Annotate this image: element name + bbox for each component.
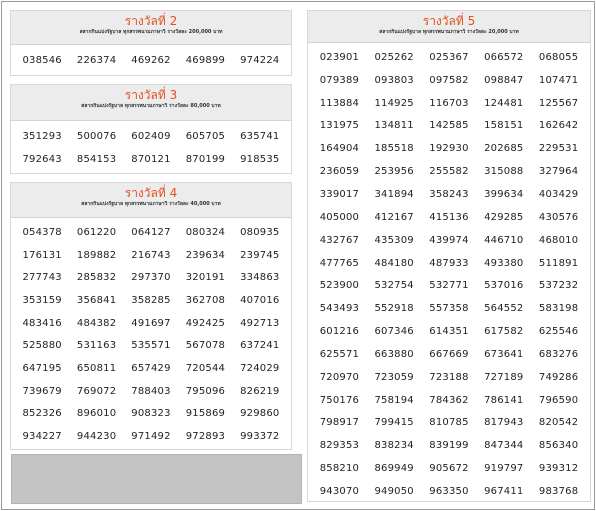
lottery-number: 784362 bbox=[429, 394, 469, 406]
lottery-number: 176131 bbox=[22, 249, 62, 261]
lottery-number: 025367 bbox=[429, 51, 469, 63]
lottery-number: 974224 bbox=[240, 54, 280, 66]
lottery-number: 446710 bbox=[484, 234, 524, 246]
lottery-number: 788403 bbox=[131, 385, 171, 397]
lottery-number: 239745 bbox=[240, 249, 280, 261]
lottery-number: 415136 bbox=[429, 211, 469, 223]
lottery-number: 852326 bbox=[22, 408, 62, 420]
prize-4-title: รางวัลที่ 4 bbox=[124, 186, 178, 200]
lottery-number: 799415 bbox=[374, 417, 414, 429]
prize-3-subtitle: สลากกินแบ่งรัฐบาล ทุกสรรพนามภาษาวิ รางวัลละ 80,000 บาท bbox=[81, 103, 221, 109]
lottery-number: 918535 bbox=[240, 154, 280, 165]
lottery-number: 432767 bbox=[319, 234, 360, 246]
lottery-number: 602409 bbox=[131, 131, 171, 142]
lottery-number: 683276 bbox=[538, 348, 579, 360]
lottery-number: 492425 bbox=[185, 317, 226, 329]
lottery-number: 500076 bbox=[76, 131, 117, 142]
prize-5-subtitle: สลากกินแบ่งรัฐบาล ทุกสรรพนามภาษาวิ รางวัลละ 20,000 บาท bbox=[379, 29, 519, 35]
lottery-number: 064127 bbox=[131, 226, 171, 238]
lottery-number: 468010 bbox=[538, 234, 579, 246]
lottery-number: 493380 bbox=[484, 257, 524, 269]
lottery-number: 723188 bbox=[429, 371, 469, 383]
lottery-number: 216743 bbox=[131, 249, 171, 261]
lottery-number: 492713 bbox=[240, 317, 280, 329]
lottery-number: 525880 bbox=[22, 340, 62, 352]
lottery-number: 113884 bbox=[319, 97, 360, 109]
lottery-number: 439974 bbox=[429, 234, 469, 246]
lottery-number: 098847 bbox=[484, 74, 524, 86]
lottery-number: 796590 bbox=[538, 394, 579, 406]
lottery-number: 605705 bbox=[185, 131, 226, 142]
lottery-number: 905672 bbox=[429, 463, 469, 475]
lottery-number: 025262 bbox=[374, 51, 414, 63]
lottery-number: 356841 bbox=[76, 294, 117, 306]
lottery-number: 253956 bbox=[374, 166, 414, 178]
lottery-number: 993372 bbox=[240, 431, 280, 443]
lottery-number: 116703 bbox=[429, 97, 469, 109]
lottery-number: 607346 bbox=[374, 326, 414, 338]
lottery-number: 285832 bbox=[76, 272, 117, 284]
lottery-number: 908323 bbox=[131, 408, 171, 420]
lottery-number: 236059 bbox=[319, 166, 360, 178]
lottery-number: 068055 bbox=[538, 51, 579, 63]
prize-3-panel bbox=[10, 84, 292, 174]
lottery-number: 567078 bbox=[185, 340, 226, 352]
lottery-number: 944230 bbox=[76, 431, 117, 443]
results-frame bbox=[1, 1, 595, 510]
lottery-number: 720970 bbox=[319, 371, 360, 383]
lottery-number: 535571 bbox=[131, 340, 171, 352]
lottery-number: 829353 bbox=[319, 440, 360, 452]
lottery-number: 358243 bbox=[429, 188, 469, 200]
lottery-number: 229531 bbox=[538, 143, 579, 155]
lottery-number: 484180 bbox=[374, 257, 414, 269]
lottery-number: 403429 bbox=[538, 188, 579, 200]
lottery-number: 255582 bbox=[429, 166, 469, 178]
lottery-number: 557358 bbox=[429, 303, 469, 315]
lottery-number: 810785 bbox=[429, 417, 469, 429]
lottery-number: 847344 bbox=[484, 440, 524, 452]
lottery-number: 839199 bbox=[429, 440, 469, 452]
lottery-number: 487933 bbox=[429, 257, 469, 269]
lottery-number: 614351 bbox=[429, 326, 469, 338]
lottery-number: 786141 bbox=[484, 394, 524, 406]
lottery-number: 635741 bbox=[240, 131, 280, 142]
lottery-number: 625571 bbox=[319, 348, 360, 360]
lottery-number: 327964 bbox=[538, 166, 579, 178]
prize-2-panel bbox=[10, 10, 292, 76]
lottery-number: 601216 bbox=[319, 326, 360, 338]
lottery-number: 939312 bbox=[538, 463, 579, 475]
lottery-number: 362708 bbox=[185, 294, 226, 306]
lottery-number: 429285 bbox=[484, 211, 524, 223]
prize-2-header bbox=[11, 11, 291, 45]
lottery-number: 315088 bbox=[484, 166, 524, 178]
lottery-number: 949050 bbox=[374, 485, 414, 497]
lottery-number: 919797 bbox=[484, 463, 524, 475]
lottery-number: 663880 bbox=[374, 348, 414, 360]
lottery-number: 552918 bbox=[374, 303, 414, 315]
lottery-number: 896010 bbox=[76, 408, 117, 420]
prize-4-subtitle: สลากกินแบ่งรัฐบาล ทุกสรรพนามภาษาวิ รางวัลละ 40,000 บาท bbox=[81, 201, 221, 207]
lottery-number: 531163 bbox=[76, 340, 117, 352]
lottery-number: 617582 bbox=[484, 326, 524, 338]
lottery-number: 185518 bbox=[374, 143, 414, 155]
lottery-number: 405000 bbox=[319, 211, 360, 223]
prize-3-numbers bbox=[11, 121, 291, 171]
prize-4-numbers bbox=[11, 218, 291, 448]
prize-2-subtitle: สลากกินแบ่งรัฐบาล ทุกสรรพนามภาษาวิ รางวัลละ 200,000 บาท bbox=[79, 29, 223, 35]
lottery-number: 511891 bbox=[538, 257, 579, 269]
lottery-number: 724029 bbox=[240, 362, 280, 374]
lottery-number: 625546 bbox=[538, 326, 579, 338]
lottery-number: 358285 bbox=[131, 294, 171, 306]
prize-3-header bbox=[11, 85, 291, 121]
lottery-number: 858210 bbox=[319, 463, 360, 475]
lottery-number: 192930 bbox=[429, 143, 469, 155]
lottery-number: 430576 bbox=[538, 211, 579, 223]
lottery-number: 226374 bbox=[76, 54, 117, 66]
lottery-number: 870121 bbox=[131, 154, 171, 165]
lottery-number: 484382 bbox=[76, 317, 117, 329]
lottery-number: 749286 bbox=[538, 371, 579, 383]
lottery-number: 826219 bbox=[240, 385, 280, 397]
lottery-number: 334863 bbox=[240, 272, 280, 284]
lottery-number: 667669 bbox=[429, 348, 469, 360]
lottery-number: 114925 bbox=[374, 97, 414, 109]
lottery-number: 854153 bbox=[76, 154, 117, 165]
lottery-number: 750176 bbox=[319, 394, 360, 406]
lottery-number: 934227 bbox=[22, 431, 62, 443]
lottery-number: 339017 bbox=[319, 188, 360, 200]
lottery-number: 054378 bbox=[22, 226, 62, 238]
lottery-number: 189882 bbox=[76, 249, 117, 261]
lottery-number: 967411 bbox=[484, 485, 524, 497]
prize-3-title: รางวัลที่ 3 bbox=[124, 88, 178, 102]
lottery-number: 341894 bbox=[374, 188, 414, 200]
lottery-number: 407016 bbox=[240, 294, 280, 306]
lottery-number: 435309 bbox=[374, 234, 414, 246]
lottery-number: 158151 bbox=[484, 120, 524, 132]
lottery-number: 483416 bbox=[22, 317, 62, 329]
lottery-number: 637241 bbox=[240, 340, 280, 352]
lottery-number: 277743 bbox=[22, 272, 62, 284]
prize-2-title: รางวัลที่ 2 bbox=[124, 14, 178, 28]
lottery-number: 856340 bbox=[538, 440, 579, 452]
lottery-number: 093803 bbox=[374, 74, 414, 86]
lottery-number: 537232 bbox=[538, 280, 579, 292]
lottery-number: 963350 bbox=[429, 485, 469, 497]
lottery-number: 870199 bbox=[185, 154, 226, 165]
lottery-number: 723059 bbox=[374, 371, 414, 383]
lottery-number: 929860 bbox=[240, 408, 280, 420]
lottery-number: 164904 bbox=[319, 143, 360, 155]
prize-4-header bbox=[11, 183, 291, 218]
lottery-number: 971492 bbox=[131, 431, 171, 443]
prize-5-panel bbox=[307, 10, 591, 502]
lottery-number: 537016 bbox=[484, 280, 524, 292]
lottery-number: 758194 bbox=[374, 394, 414, 406]
lottery-number: 469262 bbox=[131, 54, 171, 66]
lottery-number: 353159 bbox=[22, 294, 62, 306]
lottery-number: 066572 bbox=[484, 51, 524, 63]
lottery-number: 727189 bbox=[484, 371, 524, 383]
lottery-number: 817943 bbox=[484, 417, 524, 429]
lottery-number: 798917 bbox=[319, 417, 360, 429]
empty-placeholder-block bbox=[11, 454, 302, 504]
lottery-number: 399634 bbox=[484, 188, 524, 200]
lottery-number: 097582 bbox=[429, 74, 469, 86]
prize-5-numbers bbox=[308, 43, 590, 503]
lottery-number: 915869 bbox=[185, 408, 226, 420]
lottery-number: 650811 bbox=[76, 362, 117, 374]
lottery-number: 202685 bbox=[484, 143, 524, 155]
lottery-number: 972893 bbox=[185, 431, 226, 443]
lottery-number: 079389 bbox=[319, 74, 360, 86]
lottery-number: 491697 bbox=[131, 317, 171, 329]
lottery-number: 351293 bbox=[22, 131, 62, 142]
lottery-number: 131975 bbox=[319, 120, 360, 132]
lottery-number: 739679 bbox=[22, 385, 62, 397]
lottery-number: 720544 bbox=[185, 362, 226, 374]
lottery-number: 320191 bbox=[185, 272, 226, 284]
lottery-number: 142585 bbox=[429, 120, 469, 132]
lottery-number: 162642 bbox=[538, 120, 579, 132]
lottery-number: 023901 bbox=[319, 51, 360, 63]
lottery-number: 080324 bbox=[185, 226, 226, 238]
lottery-number: 532754 bbox=[374, 280, 414, 292]
prize-5-header bbox=[308, 11, 590, 43]
lottery-number: 412167 bbox=[374, 211, 414, 223]
lottery-number: 523900 bbox=[319, 280, 360, 292]
lottery-number: 769072 bbox=[76, 385, 117, 397]
lottery-number: 107471 bbox=[538, 74, 579, 86]
lottery-number: 983768 bbox=[538, 485, 579, 497]
lottery-number: 134811 bbox=[374, 120, 414, 132]
lottery-number: 477765 bbox=[319, 257, 360, 269]
lottery-number: 061220 bbox=[76, 226, 117, 238]
lottery-number: 838234 bbox=[374, 440, 414, 452]
lottery-number: 543493 bbox=[319, 303, 360, 315]
lottery-number: 657429 bbox=[131, 362, 171, 374]
lottery-number: 795096 bbox=[185, 385, 226, 397]
lottery-number: 125567 bbox=[538, 97, 579, 109]
lottery-number: 583198 bbox=[538, 303, 579, 315]
prize-2-numbers bbox=[11, 45, 291, 75]
lottery-number: 297370 bbox=[131, 272, 171, 284]
lottery-number: 943070 bbox=[319, 485, 360, 497]
lottery-number: 080935 bbox=[240, 226, 280, 238]
lottery-number: 673641 bbox=[484, 348, 524, 360]
lottery-number: 564552 bbox=[484, 303, 524, 315]
lottery-number: 124481 bbox=[484, 97, 524, 109]
lottery-number: 038546 bbox=[22, 54, 62, 66]
lottery-number: 820542 bbox=[538, 417, 579, 429]
lottery-number: 869949 bbox=[374, 463, 414, 475]
lottery-number: 792643 bbox=[22, 154, 62, 165]
prize-4-panel bbox=[10, 182, 292, 450]
lottery-number: 647195 bbox=[22, 362, 62, 374]
lottery-number: 532771 bbox=[429, 280, 469, 292]
lottery-number: 239634 bbox=[185, 249, 226, 261]
prize-5-title: รางวัลที่ 5 bbox=[422, 14, 476, 28]
lottery-number: 469899 bbox=[185, 54, 226, 66]
